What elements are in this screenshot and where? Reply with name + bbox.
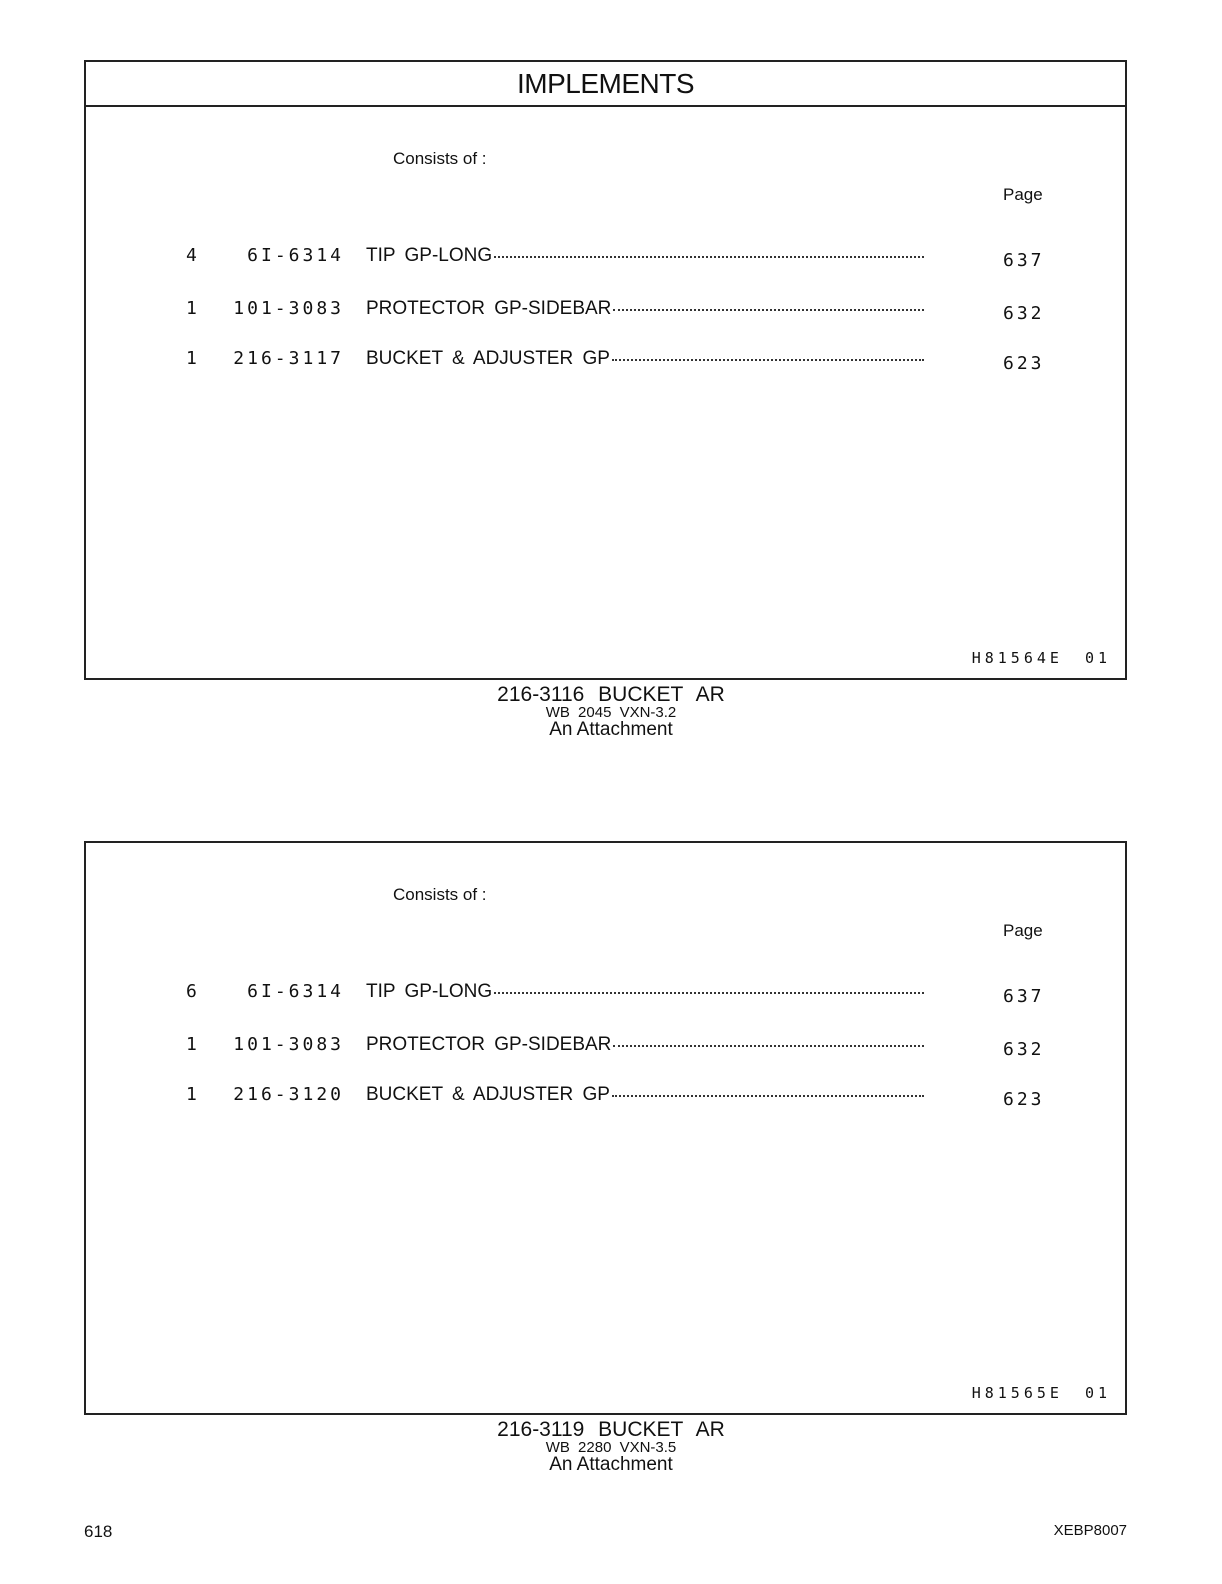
row-page-number: 623 [1003, 1089, 1045, 1110]
consists-of-label: Consists of : [393, 149, 487, 168]
reference-revision: 01 [1084, 649, 1111, 667]
page-column-header: Page [1003, 921, 1043, 940]
parts-panel-2 [84, 841, 1127, 1415]
row-quantity: 1 [186, 348, 197, 369]
row-page-number: 623 [1003, 353, 1045, 374]
row-part-number: 216-3120 [233, 1084, 344, 1105]
row-description [366, 245, 924, 267]
parts-row [86, 348, 1125, 374]
row-description-text: BUCKET & ADJUSTER GP [366, 1084, 610, 1105]
row-description [366, 1084, 924, 1106]
row-part-number: 101-3083 [233, 298, 344, 319]
dot-leader [494, 255, 924, 258]
parts-panel-1 [84, 60, 1127, 680]
assembly-subtitle: WB 2045 VXN-3.2 [545, 704, 677, 721]
row-description-text: TIP GP-LONG [366, 245, 493, 266]
parts-row [86, 1084, 1125, 1110]
footer-page-number: 618 [84, 1522, 113, 1541]
assembly-kind: An Attachment [549, 1454, 673, 1475]
row-quantity: 6 [186, 981, 197, 1002]
assembly-caption-1 [0, 684, 1222, 740]
panel-header-title: IMPLEMENTS [86, 62, 1125, 107]
row-description [366, 298, 924, 320]
row-page-number: 632 [1003, 303, 1045, 324]
assembly-title: 216-3119 BUCKET AR [497, 1418, 725, 1441]
parts-row [86, 981, 1125, 1007]
dot-leader [612, 1094, 924, 1097]
row-page-number: 632 [1003, 1039, 1045, 1060]
panel-body [86, 843, 1125, 1413]
parts-row [86, 298, 1125, 324]
dot-leader [613, 1044, 924, 1047]
reference-code: H81564E [971, 649, 1063, 667]
footer-document-code: XEBP8007 [1053, 1522, 1127, 1539]
row-part-number: 101-3083 [233, 1034, 344, 1055]
row-page-number: 637 [1003, 250, 1045, 271]
consists-of-label: Consists of : [393, 885, 487, 904]
parts-row [86, 1034, 1125, 1060]
row-description-text: PROTECTOR GP-SIDEBAR [366, 298, 612, 319]
row-description-text: TIP GP-LONG [366, 981, 493, 1002]
row-description-text: PROTECTOR GP-SIDEBAR [366, 1034, 612, 1055]
assembly-caption-2 [0, 1419, 1222, 1475]
row-page-number: 637 [1003, 986, 1045, 1007]
assembly-subtitle: WB 2280 VXN-3.5 [545, 1439, 677, 1456]
row-quantity: 1 [186, 298, 197, 319]
dot-leader [613, 308, 924, 311]
parts-row [86, 245, 1125, 271]
reference-revision: 01 [1084, 1384, 1111, 1402]
illustration-reference [972, 1384, 1111, 1402]
illustration-reference [972, 649, 1111, 667]
row-part-number: 216-3117 [233, 348, 344, 369]
row-description-text: BUCKET & ADJUSTER GP [366, 348, 610, 369]
row-quantity: 1 [186, 1034, 197, 1055]
row-quantity: 4 [186, 245, 197, 266]
dot-leader [494, 991, 924, 994]
page-column-header: Page [1003, 185, 1043, 204]
row-description [366, 348, 924, 370]
panel-body [86, 107, 1125, 680]
dot-leader [612, 358, 924, 361]
row-part-number: 6I-6314 [247, 245, 344, 266]
reference-code: H81565E [971, 1384, 1063, 1402]
row-description [366, 981, 924, 1003]
row-quantity: 1 [186, 1084, 197, 1105]
assembly-kind: An Attachment [549, 719, 673, 740]
row-part-number: 6I-6314 [247, 981, 344, 1002]
assembly-title: 216-3116 BUCKET AR [497, 683, 725, 706]
row-description [366, 1034, 924, 1056]
